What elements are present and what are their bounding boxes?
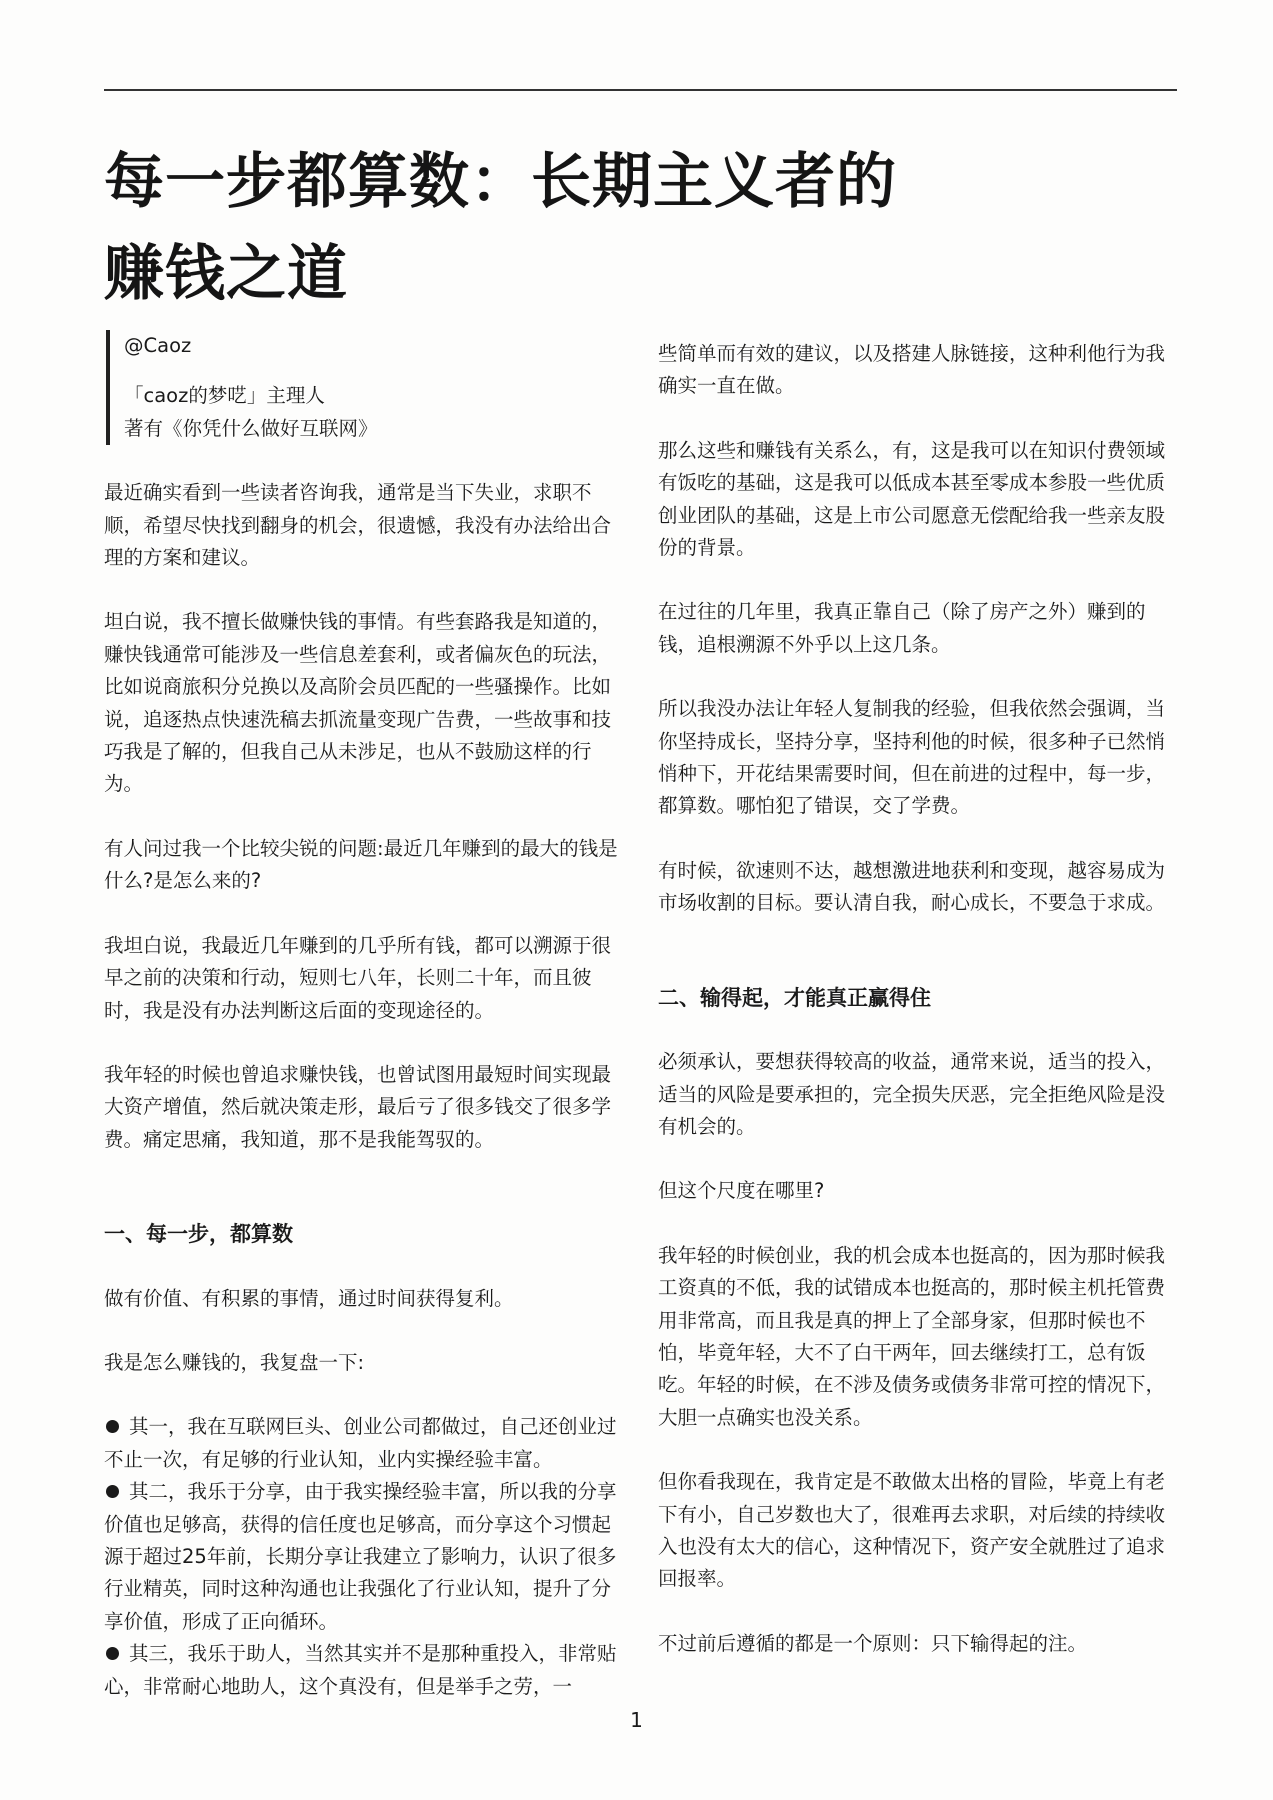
paragraph: 那么这些和赚钱有关系么，有，这是我可以在知识付费领域有饭吃的基础，这是我可以低成本甚至零成本参股一些优质创业团队的基础，这是上市公司愿意无偿配给我一些亲友股份的背景。	[658, 438, 1166, 560]
paragraph: 些简单而有效的建议，以及搭建人脉链接，这种利他行为我确实一直在做。	[658, 342, 1166, 398]
paragraph: 但这个尺度在哪里?	[658, 1179, 825, 1203]
paragraph: 坦白说，我不擅长做赚快钱的事情。有些套路我是知道的，赚快钱通常可能涉及一些信息差套利，或者偏灰色的玩法，比如说商旅积分兑换以及高阶会员匹配的一些骚操作。比如说，追逐热点快速洗稿去抓流量变现广告费，一些故事和技巧我是了解的，但我自己从未涉足，也从不鼓励这样的行为。	[104, 610, 612, 796]
paragraph: 在过往的几年里，我真正靠自己（除了房产之外）赚到的钱，追根溯源不外乎以上这几条。	[658, 600, 1146, 656]
section-heading-1: 一、每一步，都算数	[104, 1222, 293, 1247]
paragraph: 我年轻的时候创业，我的机会成本也挺高的，因为那时候我工资真的不低，我的试错成本也挺高的，那时候主机托管费用非常高，而且我是真的押上了全部身家，但那时候也不怕，毕竟年轻，大不了白干两年，回去继续打工，总有饭吃。年轻的时候，在不涉及债务或债务非常可控的情况下，大胆一点确实也没关系。	[658, 1243, 1166, 1429]
paragraph: 不过前后遵循的都是一个原则：只下输得起的注。	[658, 1631, 1088, 1655]
bullet-dot-icon	[106, 1485, 119, 1498]
paragraph: 我年轻的时候也曾追求赚快钱，也曾试图用最短时间实现最大资产增值，然后就决策走形，最后亏了很多钱交了很多学费。痛定思痛，我知道，那不是我能驾驭的。	[104, 1062, 612, 1151]
right-column	[658, 338, 1178, 1660]
title-line-1: 每一步都算数：长期主义者的	[104, 147, 897, 217]
bullet-item: 其二，我乐于分享，由于我实操经验丰富，所以我的分享价值也足够高，获得的信任度也足够高，而分享这个习惯起源于超过25年前，长期分享让我建立了影响力，认识了很多行业精英，同时这种沟通也让我强化了行业认知，提升了分享价值，形成了正向循环。	[104, 1480, 617, 1633]
top-divider	[104, 89, 1177, 91]
paragraph: 但你看我现在，我肯定是不敢做太出格的冒险，毕竟上有老下有小，自己岁数也大了，很难再去求职，对后续的持续收入也没有太大的信心，这种情况下，资产安全就胜过了追求回报率。	[658, 1470, 1166, 1591]
page-number: 1	[630, 1708, 643, 1732]
bullet-dot-icon	[106, 1647, 119, 1660]
left-column	[104, 330, 624, 1703]
paragraph: 我是怎么赚钱的，我复盘一下:	[104, 1350, 365, 1374]
article-title	[104, 136, 1104, 320]
paragraph: 所以我没办法让年轻人复制我的经验，但我依然会强调，当你坚持成长，坚持分享，坚持利他的时候，很多种子已然悄悄种下，开花结果需要时间，但在前进的过程中，每一步，都算数。哪怕犯了错误，交了学费。	[658, 697, 1166, 818]
section-heading-2: 二、输得起，才能真正赢得住	[658, 985, 931, 1010]
paragraph: 有时候，欲速则不达，越想激进地获利和变现，越容易成为市场收割的目标。要认清自我，耐心成长，不要急于求成。	[658, 858, 1166, 915]
author-role: 「caoz的梦呓」主理人	[124, 384, 325, 408]
bullet-dot-icon	[106, 1420, 119, 1433]
title-line-2: 赚钱之道	[104, 239, 348, 309]
author-book: 著有《你凭什么做好互联网》	[124, 416, 378, 440]
author-block	[106, 330, 624, 445]
paragraph: 有人问过我一个比较尖锐的问题:最近几年赚到的最大的钱是什么?是怎么来的?	[104, 836, 618, 893]
paragraph: 我坦白说，我最近几年赚到的几乎所有钱，都可以溯源于很早之前的决策和行动，短则七八年，长则二十年，而且彼时，我是没有办法判断这后面的变现途径的。	[104, 933, 612, 1022]
bullet-item: 其三，我乐于助人，当然其实并不是那种重投入，非常贴心，非常耐心地助人，这个真没有，但是举手之劳，一	[104, 1642, 617, 1698]
paragraph: 最近确实看到一些读者咨询我，通常是当下失业，求职不顺，希望尽快找到翻身的机会，很遗憾，我没有办法给出合理的方案和建议。	[104, 481, 612, 570]
bullet-item: 其一，我在互联网巨头、创业公司都做过，自己还创业过不止一次，有足够的行业认知，业内实操经验丰富。	[104, 1415, 617, 1471]
paragraph: 做有价值、有积累的事情，通过时间获得复利。	[104, 1286, 514, 1310]
author-handle: @Caoz	[124, 334, 192, 357]
paragraph: 必须承认，要想获得较高的收益，通常来说，适当的投入，适当的风险是要承担的，完全损失厌恶，完全拒绝风险是没有机会的。	[658, 1050, 1166, 1138]
